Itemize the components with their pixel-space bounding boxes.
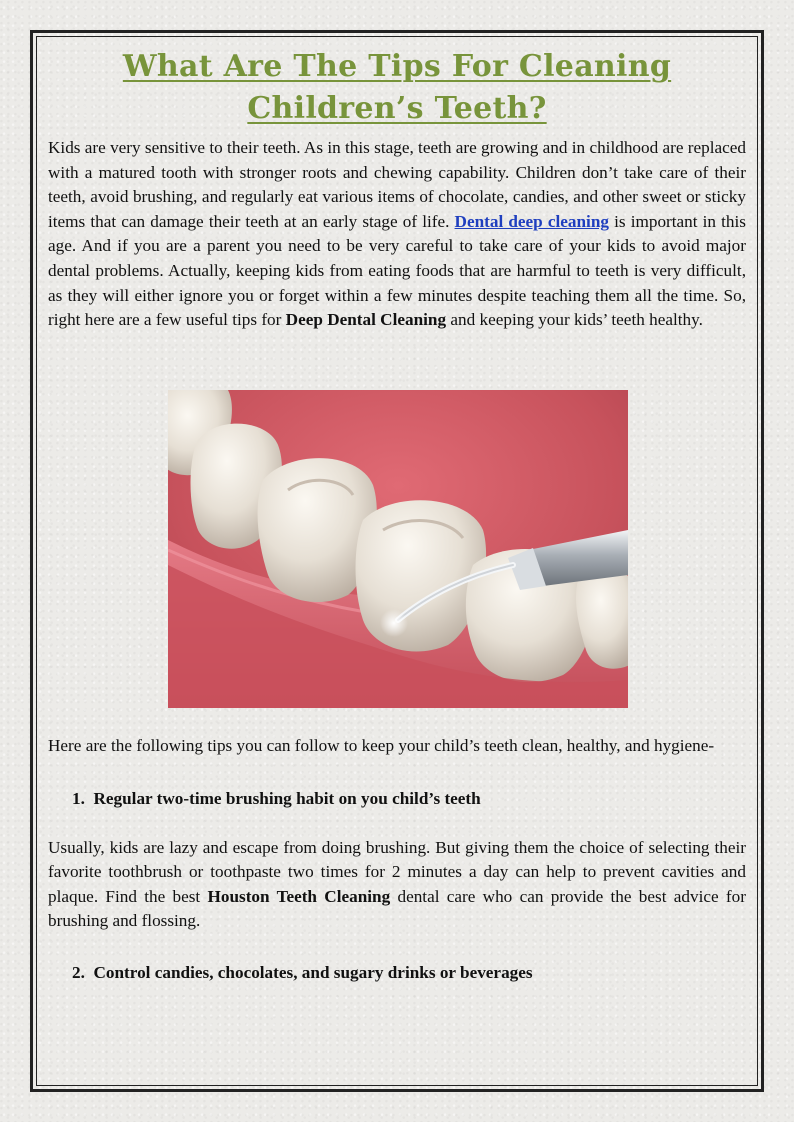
article	[48, 46, 746, 333]
tip-1-text-1: Usually, kids are lazy and escape from doing brushing. But giving them the choice of selecting their favorite toothbrush or toothpaste two times for 2 minutes a day can help to prevent cavities and plaque. Find the best	[48, 837, 746, 906]
article-title: What Are The Tips For Cleaning Children’s Teeth?	[122, 49, 672, 126]
tip-1-text-2: dental care who can provide the best advice for brushing and flossing.	[48, 886, 746, 931]
intro-text-3: and keeping your kids’ teeth healthy.	[446, 310, 703, 330]
tip-2-number: 2.	[72, 962, 85, 982]
tip-1-bold-term: Houston Teeth Cleaning	[207, 886, 391, 906]
dental-deep-cleaning-link[interactable]: Dental deep cleaning	[454, 211, 609, 231]
tip-1-title: Regular two-time brushing habit on you child’s teeth	[93, 788, 481, 808]
tips-section	[48, 734, 746, 985]
tip-1-heading	[48, 787, 746, 811]
tips-lead-in: Here are the following tips you can follow to keep your child’s teeth clean, healthy, and hygiene-	[48, 736, 715, 755]
tip-1-number: 1.	[72, 788, 85, 808]
tip-2-heading	[48, 961, 746, 985]
tip-2-title: Control candies, chocolates, and sugary drinks or beverages	[93, 962, 533, 982]
teeth-cleaning-illustration	[168, 390, 628, 708]
intro-bold-term: Deep Dental Cleaning	[285, 310, 447, 330]
intro-text-1: Kids are very sensitive to their teeth. As in this stage, teeth are growing and in childhood are replaced with a matured tooth with stronger roots and chewing capability. Children don’t take care of their teeth, avoid brushing, and regularly eat various items of chocolate, candies, and other sweet or sticky items that can damage their teeth at an early stage of life.	[48, 138, 746, 231]
intro-text-2: is important in this age. And if you are a parent you need to be very careful to take care of your kids to avoid major dental problems. Actually, keeping kids from eating foods that are harmful to teeth is very difficult, as they will either ignore you or forget within a few minutes despite teaching them all the time. So, right here are a few useful tips for	[48, 211, 746, 330]
tip-1-body	[48, 836, 746, 934]
intro-paragraph	[48, 136, 746, 333]
